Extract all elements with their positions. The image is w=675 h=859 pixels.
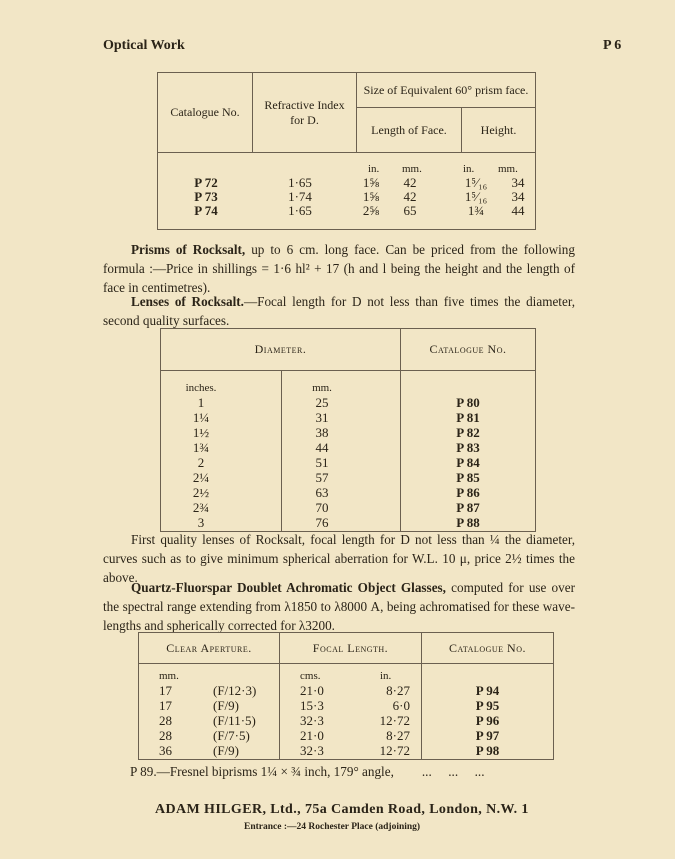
cell-cms: 21·0 [300,728,324,743]
cell-inches: 1¼ [192,410,210,425]
header-refractive-index: Refractive Index for D. [253,73,357,153]
cell-f-ratio: (F/9) [213,698,239,713]
cell-h-in: 1¾ [467,203,485,218]
cell-len-mm: 42 [403,175,417,190]
header-catalogue: Catalogue No. [401,329,536,371]
unit-in: in. [463,163,475,175]
cell-mm: 38 [315,425,329,440]
cell-catalogue: P 88 [456,515,480,530]
unit-mm: mm. [312,382,332,394]
cell-cms: 32·3 [300,743,324,758]
cell-mm: 17 [159,683,172,698]
para-prisms-rocksalt [103,240,575,297]
cell-inches: 1¾ [192,440,210,455]
aperture-row [159,744,279,759]
cell-cms: 15·3 [300,698,324,713]
cell-mm: 51 [315,455,329,470]
para-heading: Lenses of Rocksalt. [131,294,244,309]
aperture-row [159,729,279,744]
cell-h-mm: 44 [511,203,525,218]
cell-catalogue: P 98 [475,743,500,758]
cell-mm: 17 [159,698,172,713]
page-number: P 6 [603,38,622,53]
cell-ri: 1·74 [288,189,312,204]
cell-h-in: 1⁵⁄₁₆ [464,175,488,190]
cell-inches: 1 [197,395,205,410]
cell-mm: 36 [159,743,172,758]
cell-len-mm: 42 [403,189,417,204]
cell-h-in: 1⁵⁄₁₆ [464,189,488,204]
p89-line [130,764,485,780]
cell-in: 12·72 [379,713,410,728]
cell-inches: 2½ [192,485,210,500]
cell-mm: 70 [315,500,329,515]
cell-cms: 21·0 [300,683,324,698]
spacer [401,381,535,396]
para-heading: Prisms of Rocksalt, [131,242,246,257]
cell-cat: P 72 [194,175,218,190]
focal-row [300,744,421,759]
cell-inches: 3 [197,515,205,530]
cell-inches: 2 [197,455,205,470]
object-glass-table [138,632,554,760]
cell-mm: 28 [159,728,172,743]
cell-len-in: 1⅝ [362,175,380,190]
cell-f-ratio: (F/12·3) [213,683,257,698]
cell-in: 8·27 [386,683,410,698]
cell-in: 12·72 [379,743,410,758]
header-catalogue: Catalogue No. [422,633,554,664]
cell-mm: 63 [315,485,329,500]
cell-in: 6·0 [392,698,410,713]
prism-table [157,72,536,230]
unit-mm: mm. [159,670,179,682]
unit-cms: cms. [300,670,321,682]
cell-catalogue: P 83 [456,440,480,455]
cell-mm: 76 [315,515,329,530]
cell-h-mm: 34 [511,189,525,204]
para-lenses-rocksalt [103,292,575,330]
p89-text: P 89.—Fresnel biprisms 1¼ × ¾ inch, 179° angle, [130,764,394,779]
cell-mm: 31 [315,410,329,425]
header-catalogue: Catalogue No. [158,73,253,153]
cell-f-ratio: (F/9) [213,743,239,758]
cell-inches: 2¾ [192,500,210,515]
cell-f-ratio: (F/7·5) [213,728,250,743]
focal-row [300,714,421,729]
publisher-address: ADAM HILGER, Ltd., 75a Camden Road, London, N.W. 1 [155,802,529,817]
unit-inches: inches. [185,382,217,394]
cell-inches: 1½ [192,425,210,440]
para-heading: Quartz-Fluorspar Doublet Achromatic Object Glasses, [131,580,446,595]
cell-catalogue: P 87 [456,500,480,515]
cell-len-in: 2⅝ [362,203,380,218]
section-title: Optical Work [103,38,185,53]
cell-catalogue: P 96 [475,713,500,728]
cell-f-ratio: (F/11·5) [213,713,256,728]
header-diameter: Diameter. [161,329,401,371]
focal-row [300,729,421,744]
unit-mm: mm. [498,163,518,175]
cell-cat: P 74 [194,203,218,218]
spacer [422,669,553,684]
aperture-row [159,714,279,729]
para-text: computed for use over the spectral range extending from λ1850 to λ8000 A, being achromatised for these wave-lengths and spherically corrected for λ3200. [103,580,575,633]
cell-mm: 28 [159,713,172,728]
cell-ri: 1·65 [288,175,312,190]
cell-cat: P 73 [194,189,218,204]
cell-catalogue: P 94 [475,683,500,698]
cell-catalogue: P 97 [475,728,500,743]
cell-len-in: 1⅝ [362,189,380,204]
aperture-row [159,699,279,714]
cell-in: 8·27 [386,728,410,743]
cell-inches: 2¼ [192,470,210,485]
focal-row [300,684,421,699]
cell-catalogue: P 84 [456,455,480,470]
para-text: First quality lenses of Rocksalt, focal length for D not less than ¼ the diameter, curves such as to give minimum spherical aberration for W.L. 10 μ, price 2½ times the above. [103,532,575,585]
cell-catalogue: P 80 [456,395,480,410]
header-focal-length: Focal Length. [280,633,422,664]
cell-ri: 1·65 [288,203,312,218]
lens-table [160,328,536,532]
cell-catalogue: P 82 [456,425,480,440]
header-length: Length of Face. [357,108,462,153]
header-height: Height. [462,108,536,153]
para-text: up to 6 cm. long face. Can be priced from the following formula :—Price in shillings = 1·6 hl² + 17 (h and l being the height and the length of face in centimetres). [103,242,575,295]
cell-cms: 32·3 [300,713,324,728]
cell-len-mm: 65 [403,203,417,218]
header-clear-aperture: Clear Aperture. [139,633,280,664]
unit-mm: mm. [402,163,422,175]
cell-catalogue: P 86 [456,485,480,500]
leader-dots: ... ... ... [421,764,485,779]
focal-row [300,699,421,714]
aperture-row [159,684,279,699]
cell-catalogue: P 95 [475,698,500,713]
cell-h-mm: 34 [511,175,525,190]
units-focal [300,669,421,684]
entrance-note: Entrance :—24 Rochester Place (adjoining) [244,822,421,832]
cell-catalogue: P 81 [456,410,480,425]
unit-in: in. [368,163,380,175]
para-text: —Focal length for D not less than five times the diameter, second quality surfaces. [103,294,575,328]
para-quartz-fluorspar [103,578,575,635]
cell-mm: 57 [315,470,329,485]
cell-mm: 44 [315,440,329,455]
cell-catalogue: P 85 [456,470,480,485]
header-size: Size of Equivalent 60° prism face. [357,73,536,108]
cell-mm: 25 [315,395,329,410]
unit-in: in. [380,670,392,682]
